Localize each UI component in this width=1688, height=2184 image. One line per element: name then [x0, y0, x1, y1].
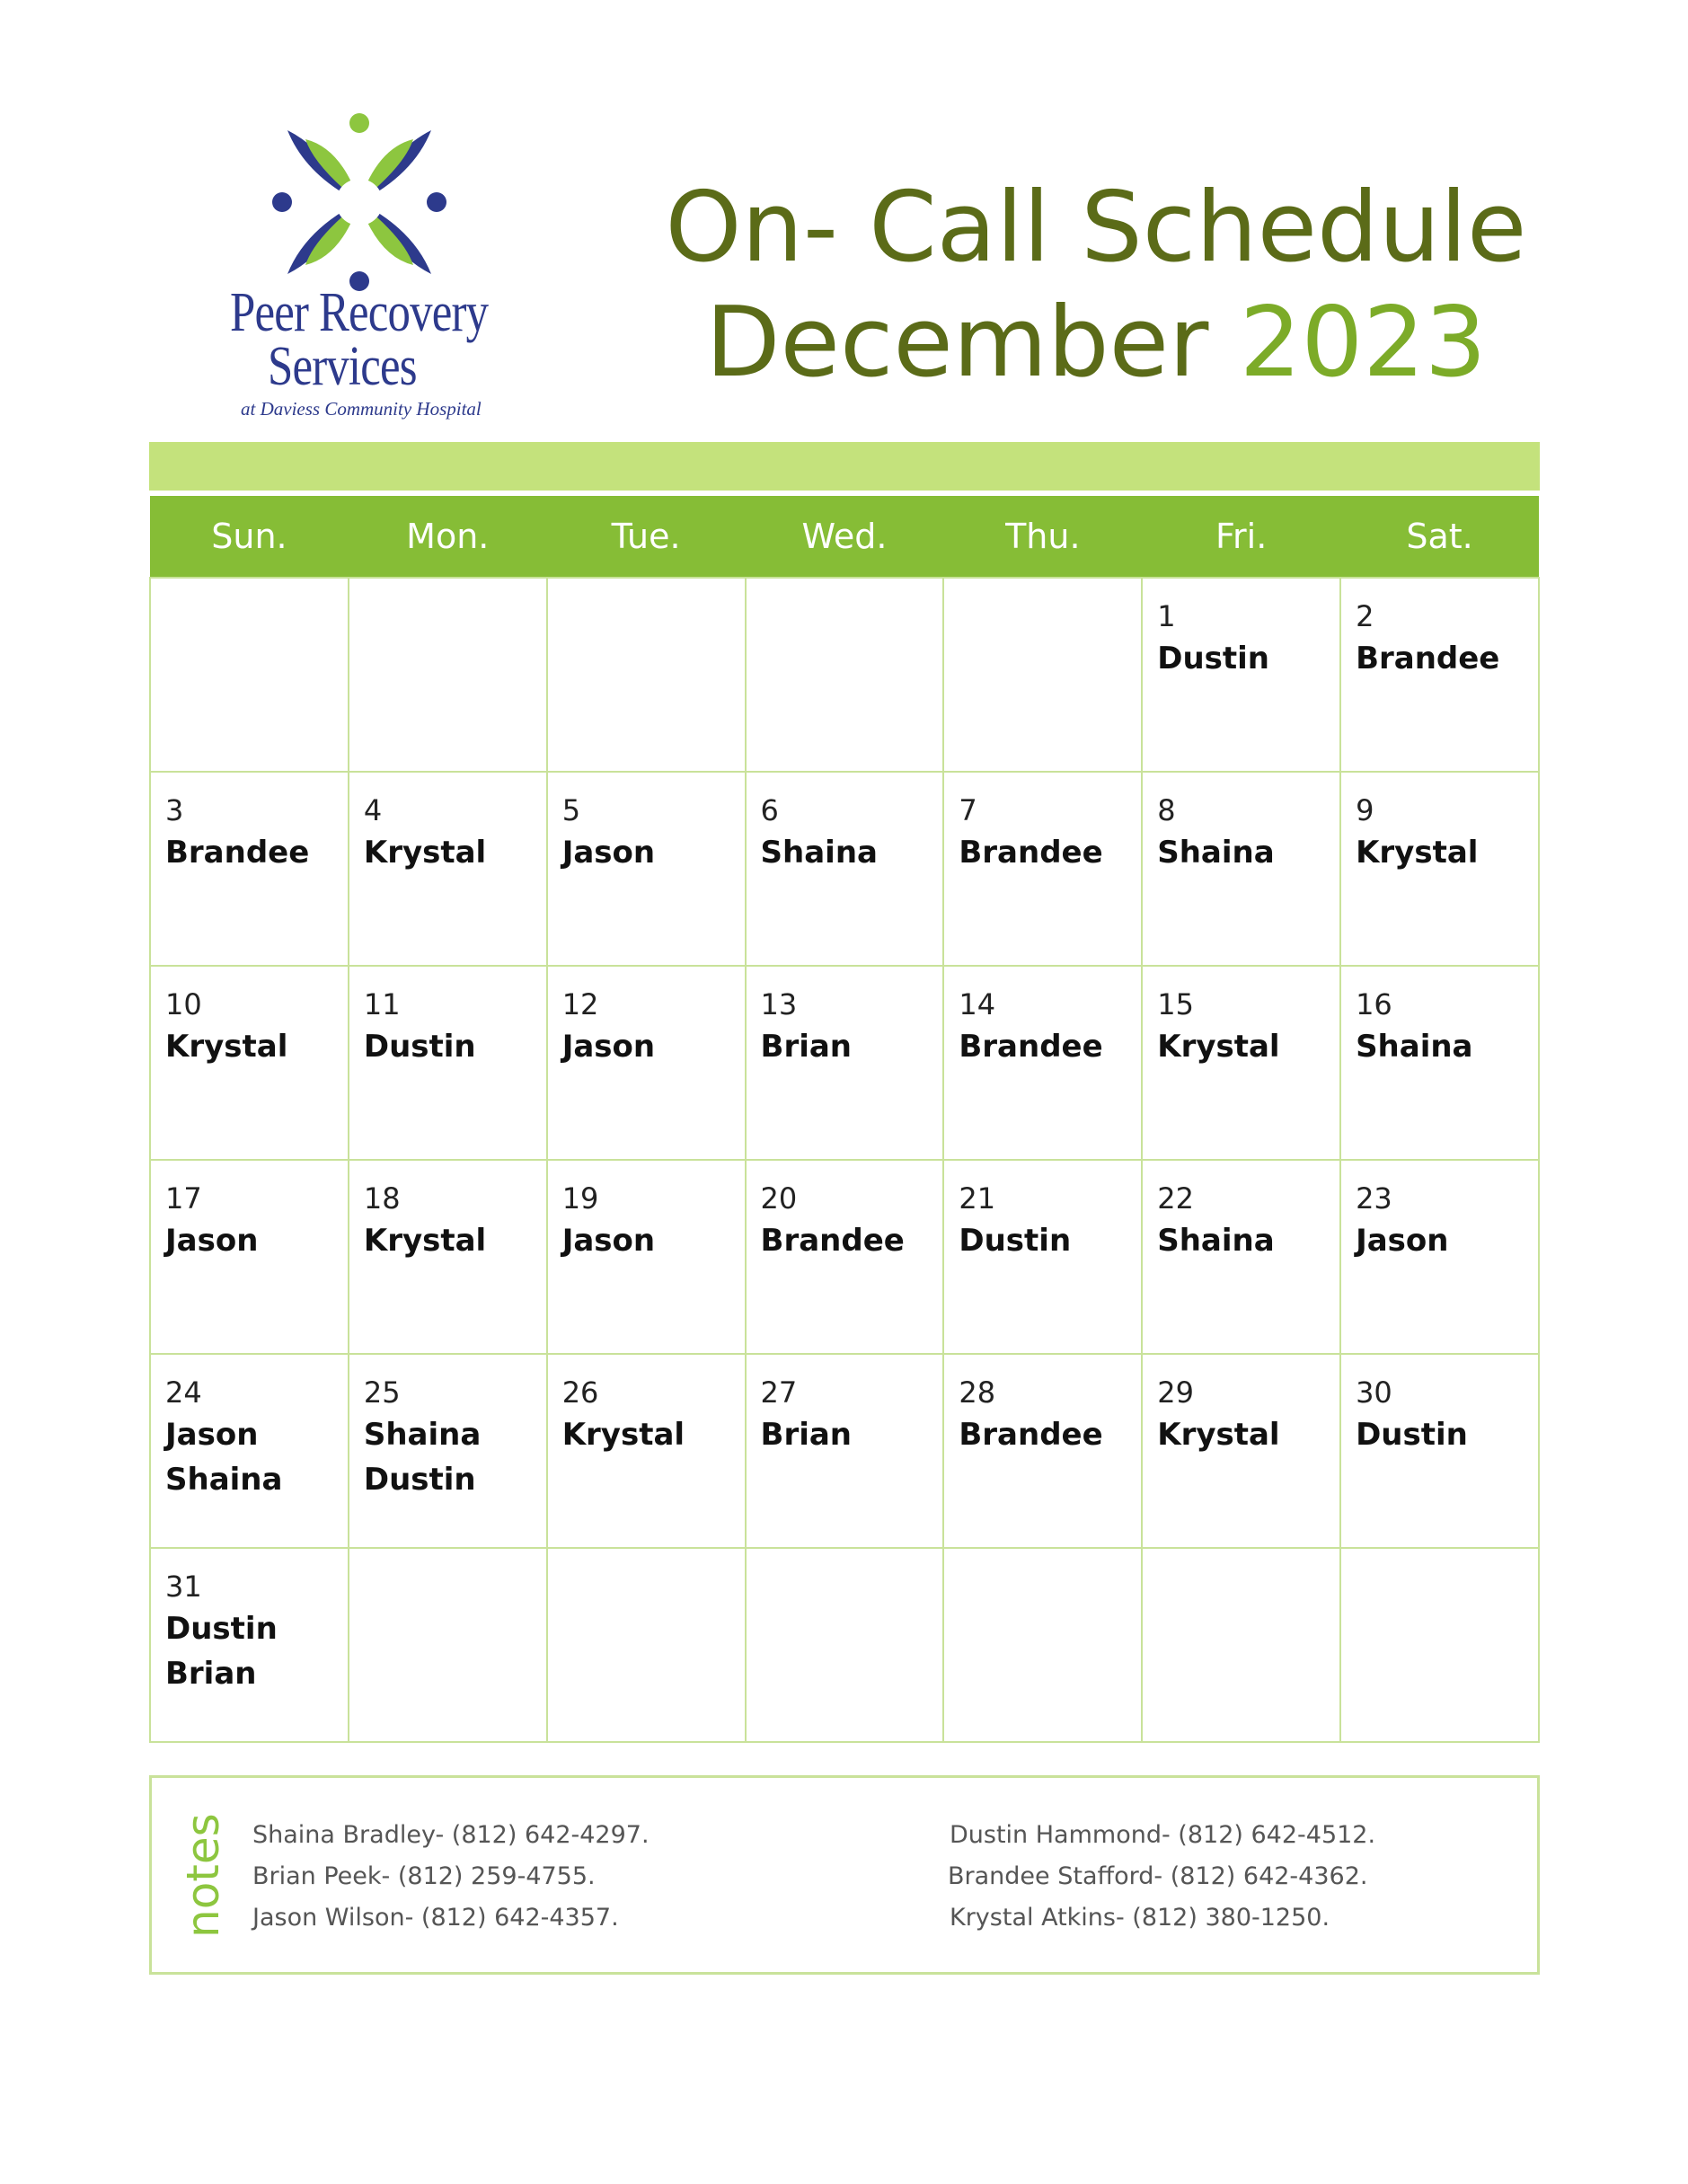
logo-tagline: at Daviess Community Hospital	[241, 398, 482, 420]
day-number: 11	[363, 987, 401, 1021]
title-year: 2023	[1239, 287, 1487, 399]
on-call-name: Krystal	[165, 1029, 288, 1065]
contact-entry: Brandee Stafford- (812) 642-4362.	[948, 1862, 1368, 1890]
notes-label: notes	[177, 1813, 229, 1938]
on-call-name: Shaina	[760, 835, 878, 871]
calendar-top-bar	[149, 442, 1540, 491]
calendar-day-cell	[349, 1354, 547, 1548]
on-call-name: Brandee	[1356, 641, 1500, 676]
calendar-day-cell	[150, 1548, 349, 1742]
calendar-day-cell	[547, 772, 746, 966]
on-call-name: Jason	[561, 1029, 656, 1065]
on-call-name: Brian	[760, 1417, 853, 1453]
contact-entry: Jason Wilson- (812) 642-4357.	[252, 1904, 619, 1932]
day-number: 25	[363, 1375, 401, 1410]
on-call-name: Jason	[165, 1223, 259, 1259]
notes-box	[149, 1775, 1540, 1975]
calendar-day-cell	[1142, 1160, 1340, 1354]
calendar-day-cell	[150, 1354, 349, 1548]
day-number: 9	[1356, 793, 1374, 827]
calendar-day-cell	[349, 1160, 547, 1354]
on-call-name: Brandee	[959, 1417, 1103, 1453]
weekday-fri: Fri.	[1142, 496, 1340, 578]
calendar-day-cell	[746, 772, 944, 966]
on-call-name: Jason	[165, 1417, 259, 1453]
day-number: 8	[1157, 793, 1176, 827]
calendar-week-row	[150, 1354, 1539, 1548]
calendar-day-cell	[943, 578, 1142, 772]
peer-recovery-logo-icon	[270, 112, 449, 292]
day-number: 18	[363, 1181, 401, 1216]
day-number: 20	[760, 1181, 798, 1216]
day-number: 12	[561, 987, 599, 1021]
weekday-tue: Tue.	[547, 496, 746, 578]
weekday-sun: Sun.	[150, 496, 349, 578]
day-number: 22	[1157, 1181, 1194, 1216]
calendar-day-cell	[547, 1548, 746, 1742]
calendar-day-cell	[1142, 578, 1340, 772]
on-call-name: Krystal	[1157, 1417, 1280, 1453]
day-number: 24	[165, 1375, 202, 1410]
calendar-day-cell	[1142, 1548, 1340, 1742]
on-call-name: Brian	[165, 1656, 257, 1692]
on-call-name: Krystal	[1157, 1029, 1280, 1065]
day-number: 10	[165, 987, 202, 1021]
on-call-name: Jason	[561, 835, 656, 871]
on-call-name: Dustin	[165, 1611, 278, 1647]
on-call-name: Shaina	[1157, 1223, 1275, 1259]
day-number: 29	[1157, 1375, 1194, 1410]
contact-entry: Krystal Atkins- (812) 380-1250.	[950, 1904, 1330, 1932]
day-number: 6	[760, 793, 779, 827]
calendar-day-cell	[943, 1354, 1142, 1548]
day-number: 17	[165, 1181, 202, 1216]
calendar-week-row	[150, 772, 1539, 966]
calendar-day-cell	[349, 578, 547, 772]
calendar-day-cell	[1340, 1160, 1539, 1354]
weekday-wed: Wed.	[746, 496, 944, 578]
on-call-name: Brandee	[165, 835, 310, 871]
weekday-header-row	[150, 496, 1539, 578]
calendar-grid	[149, 496, 1540, 1743]
calendar-day-cell	[1340, 578, 1539, 772]
day-number: 28	[959, 1375, 996, 1410]
day-number: 15	[1157, 987, 1194, 1021]
day-number: 21	[959, 1181, 996, 1216]
contact-entry: Brian Peek- (812) 259-4755.	[252, 1862, 596, 1890]
day-number: 1	[1157, 599, 1176, 633]
calendar-day-cell	[1340, 772, 1539, 966]
on-call-name: Krystal	[363, 1223, 487, 1259]
calendar-week-row	[150, 1548, 1539, 1742]
calendar-day-cell	[943, 1548, 1142, 1742]
calendar-day-cell	[1340, 1548, 1539, 1742]
logo-text-line1: Peer Recovery	[230, 282, 489, 343]
calendar-day-cell	[150, 578, 349, 772]
calendar-day-cell	[943, 1160, 1142, 1354]
on-call-name: Jason	[1356, 1223, 1449, 1259]
calendar-day-cell	[150, 772, 349, 966]
calendar-day-cell	[746, 966, 944, 1160]
calendar-day-cell	[547, 1160, 746, 1354]
on-call-name: Krystal	[1356, 835, 1479, 871]
day-number: 4	[363, 793, 383, 827]
day-number: 27	[760, 1375, 798, 1410]
calendar-week-row	[150, 1160, 1539, 1354]
on-call-name: Dustin	[1356, 1417, 1468, 1453]
calendar-day-cell	[943, 772, 1142, 966]
on-call-name: Shaina	[1356, 1029, 1473, 1065]
calendar-day-cell	[1340, 1354, 1539, 1548]
contact-entry: Dustin Hammond- (812) 642-4512.	[950, 1821, 1376, 1849]
title-month: December	[705, 287, 1209, 399]
weekday-sat: Sat.	[1340, 496, 1539, 578]
calendar-day-cell	[349, 1548, 547, 1742]
calendar-week-row	[150, 966, 1539, 1160]
calendar-day-cell	[547, 1354, 746, 1548]
title-line2	[629, 286, 1563, 401]
on-call-name: Shaina	[1157, 835, 1275, 871]
calendar-day-cell	[547, 966, 746, 1160]
on-call-name: Dustin	[363, 1029, 476, 1065]
on-call-name: Brandee	[760, 1223, 905, 1259]
contact-entry: Shaina Bradley- (812) 642-4297.	[252, 1821, 650, 1849]
calendar-day-cell	[150, 1160, 349, 1354]
calendar-day-cell	[943, 966, 1142, 1160]
calendar-day-cell	[547, 578, 746, 772]
on-call-name: Dustin	[363, 1462, 476, 1498]
weekday-mon: Mon.	[349, 496, 547, 578]
on-call-name: Dustin	[1157, 641, 1269, 676]
on-call-name: Shaina	[165, 1462, 283, 1498]
day-number: 23	[1356, 1181, 1392, 1216]
logo-text-line2: Services	[268, 336, 417, 397]
on-call-name: Brandee	[959, 1029, 1103, 1065]
day-number: 30	[1356, 1375, 1392, 1410]
on-call-name: Brian	[760, 1029, 853, 1065]
day-number: 26	[561, 1375, 599, 1410]
calendar-day-cell	[150, 966, 349, 1160]
on-call-name: Jason	[561, 1223, 656, 1259]
calendar-day-cell	[349, 966, 547, 1160]
title-line1: On- Call Schedule	[665, 172, 1527, 284]
calendar-day-cell	[1142, 1354, 1340, 1548]
on-call-name: Dustin	[959, 1223, 1072, 1259]
calendar-day-cell	[1142, 772, 1340, 966]
day-number: 3	[165, 793, 184, 827]
calendar-week-row	[150, 578, 1539, 772]
day-number: 19	[561, 1181, 599, 1216]
calendar-day-cell	[746, 1160, 944, 1354]
calendar-day-cell	[1340, 966, 1539, 1160]
weekday-thu: Thu.	[943, 496, 1142, 578]
day-number: 31	[165, 1569, 202, 1604]
page-title	[629, 171, 1563, 401]
calendar-day-cell	[746, 1354, 944, 1548]
day-number: 14	[959, 987, 996, 1021]
calendar-day-cell	[349, 772, 547, 966]
day-number: 7	[959, 793, 977, 827]
on-call-name: Krystal	[363, 835, 487, 871]
on-call-name: Krystal	[561, 1417, 685, 1453]
day-number: 2	[1356, 599, 1374, 633]
day-number: 16	[1356, 987, 1392, 1021]
day-number: 5	[561, 793, 581, 827]
logo	[216, 112, 521, 418]
day-number: 13	[760, 987, 798, 1021]
calendar-day-cell	[1142, 966, 1340, 1160]
calendar-day-cell	[746, 1548, 944, 1742]
on-call-name: Shaina	[363, 1417, 482, 1453]
on-call-name: Brandee	[959, 835, 1103, 871]
calendar-day-cell	[746, 578, 944, 772]
